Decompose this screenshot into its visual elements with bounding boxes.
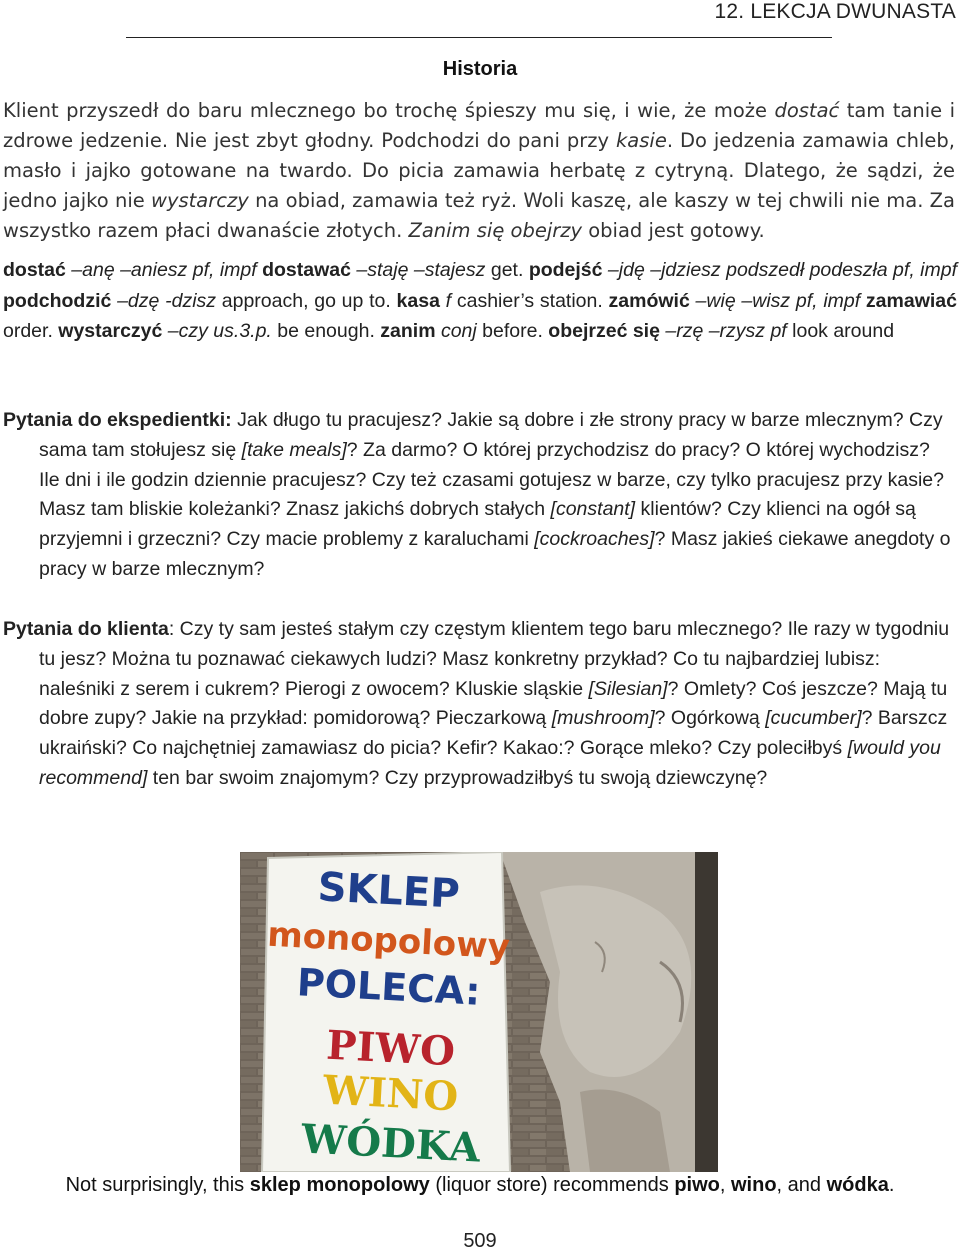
liquor-store-sign-photo (240, 852, 718, 1172)
section-title: Historia (442, 58, 518, 80)
questions-for-client: Pytania do klienta: Czy ty sam jesteś stałym czy częstym klientem tego baru mlecznego? Ile razy w tygodniu tu jesz? Można tu poznawać ciekawych ludzi? Masz konkretny przykład? Co tu najbardziej lubisz: naleśniki z serem i cukrem? Pierogi z owocem? Kluskie sląskie [Silesian]? Omlety? Coś jeszcze? Mają tu dobre zupy? Jakie na przykład: pomidorową? Pieczarkową [mushroom]? Ogórkową [cucumber]? Barszcz ukraiński? Co najchętniej zamawiasz do picia? Kefir? Kakao:? Gorące mleko? Czy poleciłbyś [would you recommend] ten bar swoim znajomym? Czy przyprowadziłbyś tu swoją dziewczynę? (3, 618, 950, 789)
vocabulary-list: dostać –anę –aniesz pf, impf dostawać –staję –stajesz get. podejść –jdę –jdziesz podszedł podeszła pf, impf podchodzić –dzę -dzisz approach, go up to. kasa f cashier’s station. zamówić –wię –wisz pf, impf zamawiać order. wystarczyć –czy us.3.p. be enough. zanim conj before. obejrzeć się –rzę –rzysz pf look around (3, 259, 958, 342)
sign-line-poleca: POLECA: (295, 960, 482, 1014)
story-paragraph: Klient przyszedł do baru mlecznego bo trochę śpieszy mu się, i wie, że może dostać tam tanie i zdrowe jedzenie. Nie jest zbyt głodny. Podchodzi do pani przy kasie. Do jedzenia zamawia chleb, masło i jajko gotowane na twardo. Do picia zamawia herbatę z cytryną. Dlatego, że sądzi, że jedno jajko nie wystarczy na obiad, zamawia też ryż. Woli kaszę, ale kaszy w tej chwili nie ma. Za wszystko razem płaci dwanaście złotych. Zanim się obejrzy obiad jest gotowy. (3, 99, 956, 242)
questions-for-seller: Pytania do ekspedientki: Jak długo tu pracujesz? Jakie są dobre i złe strony pracy w barze mlecznym? Czy sama tam stołujesz się [take meals]? Za darmo? O której przychodzisz do pracy? O której wychodzisz? Ile dni i ile godzin dziennie pracujesz? Czy też czasami gotujesz w barze, czy tylko pracujesz przy kasie? Masz tam bliskie koleżanki? Znasz jakichś dobrych stałych [constant] klientów? Czy klienci na ogół są przyjemni i grzeczni? Czy macie problemy z karaluchami [cockroaches]? Masz jakieś ciekawe anegdoty o pracy w barze mlecznym? (3, 409, 951, 580)
header-rule (126, 37, 832, 38)
sign-line-sklep: SKLEP (316, 864, 461, 918)
sign-line-piwo: PIWO (325, 1021, 457, 1076)
sign-line-wino: WINO (322, 1066, 460, 1121)
page-number: 509 (463, 1230, 497, 1252)
photo-caption: Not surprisingly, this sklep monopolowy (liquor store) recommends piwo, wino, and wódka. (65, 1174, 895, 1196)
chapter-header: 12. LEKCJA DWUNASTA (714, 0, 956, 23)
sign-line-monopolowy: monopolowy (266, 914, 511, 968)
sign-line-wodka: WÓDKA (300, 1115, 482, 1172)
